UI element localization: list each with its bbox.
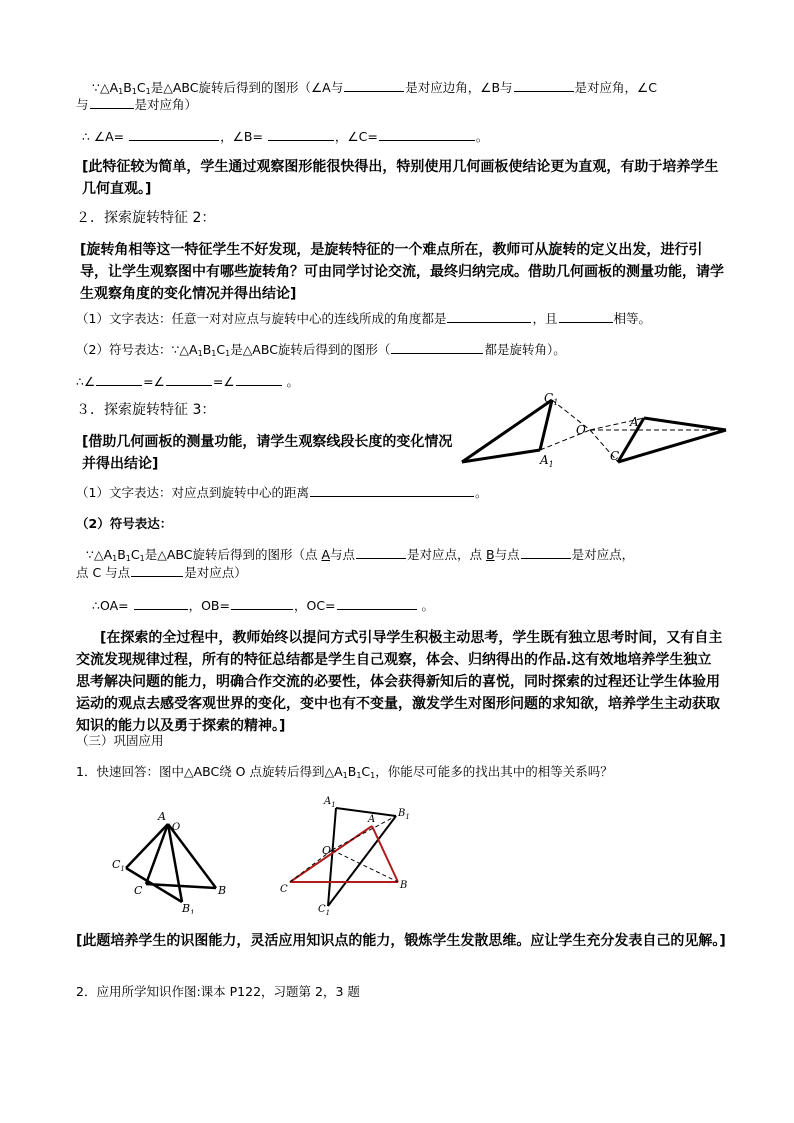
text: ∵△A	[92, 80, 119, 95]
s2-note: [旋转角相等这一特征学生不好发现，是旋转特征的一个难点所在，教师可从旋转的定义出发，进行引导，让学生观察图中有哪些旋转角？可由同学讨论交流，最终归纳完成。借助几何画板的测量功能，请学生观察角度的变化情况并得出结论]	[80, 242, 724, 302]
text: 是对应点，	[571, 547, 635, 562]
blank-field[interactable]	[337, 597, 417, 610]
label-a: A	[158, 810, 166, 823]
s4-q1	[76, 764, 613, 784]
blank-field[interactable]	[310, 484, 474, 497]
text: ∴OA=	[92, 598, 129, 613]
subscript: 1	[356, 771, 362, 780]
label-b: B	[218, 884, 227, 897]
text-label: （1）文字表达：	[76, 311, 172, 326]
label-c: C	[610, 449, 620, 463]
s2-heading: ２．探索旋转特征 2：	[76, 210, 216, 226]
text: ，你能尽可能多的找出其中的相等关系吗？	[375, 764, 613, 779]
blank-field[interactable]	[231, 597, 293, 610]
text: ∵△A	[171, 342, 198, 357]
subscript: 1	[131, 87, 137, 96]
text: ，∠C=	[334, 129, 378, 144]
edge	[462, 400, 552, 462]
edge	[336, 808, 396, 816]
text: 是△ABC旋转后得到的图形（∠A与	[150, 80, 344, 95]
triangle-a1-b-c1	[462, 400, 552, 462]
text: 1．快速回答：图中△ABC绕 O 点旋转后得到△A	[76, 764, 343, 779]
s4-q2: 2．应用所学知识作图:课本 P122，习题第 2，3 题	[76, 984, 360, 999]
blank-field[interactable]	[166, 373, 212, 386]
text: 。	[421, 598, 435, 613]
s1-note: [此特征较为简单，学生通过观察图形能很快得出，特别使用几何画板使结论更为直观，有助于培养学生几何直观。]	[82, 159, 719, 197]
text: 都是旋转角）。	[484, 342, 566, 357]
text: 是对应角，∠C	[574, 80, 657, 95]
s4-note: [此题培养学生的识图能力，灵活应用知识点的能力，锻炼学生发散思维。应让学生充分发表自己的见解。]	[76, 933, 726, 949]
label-c: C	[280, 884, 288, 895]
subscript: 1	[125, 554, 131, 563]
text: B	[202, 342, 212, 357]
subscript: 1	[139, 554, 145, 563]
s3-sym-label: （2）符号表达：	[76, 516, 173, 531]
subscript: 1	[112, 554, 118, 563]
blank-field[interactable]	[447, 310, 531, 323]
text: C	[136, 80, 146, 95]
rotation-figure-3	[278, 796, 428, 916]
subscript: 1	[342, 771, 348, 780]
s4-heading: （三）巩固应用	[76, 733, 164, 748]
edge	[644, 418, 726, 430]
text: ∴∠	[76, 374, 96, 389]
text: C	[130, 547, 140, 562]
text: =∠	[143, 374, 165, 389]
rotation-figure-1	[458, 392, 740, 468]
text: B	[486, 547, 495, 562]
text: 相等。	[613, 311, 652, 326]
text: 。	[475, 129, 489, 144]
label-c: C	[134, 884, 143, 897]
s2-sym-row	[76, 341, 566, 362]
label-c1: $C_1$	[318, 904, 331, 916]
label-a: A	[630, 415, 639, 429]
text: 与点	[494, 547, 520, 562]
text: ，∠B=	[220, 129, 263, 144]
s3-note: [借助几何画板的测量功能，请学生观察线段长度的变化情况并得出结论]	[82, 434, 453, 472]
edge	[462, 450, 540, 462]
text: 与	[76, 97, 89, 112]
text: 。	[286, 374, 300, 389]
s3-row3	[92, 597, 434, 614]
text: 。	[474, 485, 488, 500]
rotation-figure-2	[106, 804, 236, 914]
label-o: O	[172, 822, 181, 833]
connector	[332, 850, 398, 882]
subscript: 1	[370, 771, 376, 780]
edge	[126, 824, 168, 868]
text: 与点	[330, 547, 356, 562]
s1-row2	[76, 96, 197, 113]
text: ∴ ∠A=	[82, 129, 125, 144]
subscript: 1	[211, 349, 217, 358]
edge	[146, 824, 168, 884]
s1-row3	[82, 128, 488, 145]
label-c1: $C_1$	[544, 392, 559, 407]
edge	[168, 824, 216, 888]
edge	[328, 816, 396, 906]
label-b: B	[400, 880, 408, 891]
text: B	[347, 764, 357, 779]
text: B	[123, 80, 132, 95]
text: 任意一对对应点与旋转中心的连线所成的角度都是	[171, 311, 447, 326]
text: ，OB=	[188, 598, 230, 613]
s3-row2	[76, 564, 247, 581]
edge	[168, 824, 182, 902]
text-label: （1）文字表达：	[76, 485, 172, 500]
blank-field[interactable]	[96, 373, 142, 386]
s3-text-row	[76, 484, 488, 501]
text: ，OC=	[293, 598, 336, 613]
label-c1: $C_1$	[112, 858, 125, 873]
text: 是对应角）	[134, 97, 198, 112]
text: C	[216, 342, 226, 357]
text: A	[321, 547, 331, 562]
label-b1: $B_1$	[182, 902, 195, 914]
s3-heading: ３．探索旋转特征 3：	[76, 402, 216, 418]
subscript: 1	[225, 349, 231, 358]
subscript: 1	[118, 87, 124, 96]
blank-field[interactable]	[90, 96, 134, 109]
blank-field[interactable]	[559, 310, 613, 323]
label-b1: $B_1$	[398, 808, 410, 821]
blank-field[interactable]	[268, 128, 334, 141]
subscript: 1	[197, 349, 203, 358]
blank-field[interactable]	[521, 546, 571, 559]
text: 是对应点）	[184, 565, 247, 580]
label-a1: $A_1$	[540, 453, 554, 468]
blank-field[interactable]	[391, 341, 483, 354]
text: C	[361, 764, 371, 779]
edge	[372, 826, 398, 882]
connector	[332, 816, 396, 850]
label-a: A	[368, 814, 376, 825]
text: =∠	[212, 374, 235, 389]
label-o: O	[576, 423, 586, 437]
s2-eq-row	[76, 373, 299, 390]
blank-field[interactable]	[134, 597, 188, 610]
text: 是对应边角，∠B与	[405, 80, 513, 95]
text: 是对应点，点	[407, 547, 483, 562]
s2-text-row	[76, 310, 651, 327]
text: 对应点到旋转中心的距离	[171, 485, 309, 500]
blank-field[interactable]	[129, 128, 219, 141]
blank-field[interactable]	[379, 128, 475, 141]
edge	[328, 808, 336, 906]
text: B	[117, 547, 126, 562]
blank-field[interactable]	[131, 564, 183, 577]
blank-field[interactable]	[356, 546, 406, 559]
text: 是△ABC旋转后得到的图形（点	[144, 547, 318, 562]
blank-field[interactable]	[514, 79, 574, 92]
text-label: （2）符号表达：	[76, 342, 172, 357]
subscript: 1	[145, 87, 151, 96]
s3-long-note: [在探索的全过程中，教师始终以提问方式引导学生积极主动思考，学生既有独立思考时间，又有自主交流发现规律过程，所有的特征总结都是学生自己观察，体会、归纳得出的作品.这有效地培养学生独立思考解决问题的能力，明确合作交流的必要性，体会获得新知后的喜悦，同时探索的过程还让学生体验用运动的观点去感受客观世界的变化，变中也有不变量，激发学生对图形问题的求知欲，培养学生主动获取知识的能力以及勇于探索的精神。]	[76, 630, 723, 734]
text: 是△ABC旋转后得到的图形（	[230, 342, 391, 357]
text: ∵△A	[86, 547, 113, 562]
text: ，且	[532, 311, 558, 326]
text: 点 C 与点	[76, 565, 131, 580]
label-o: O	[322, 844, 332, 857]
blank-field[interactable]	[236, 373, 282, 386]
label-a1: $A_1$	[324, 796, 336, 809]
dashed-connectors	[540, 400, 726, 462]
blank-field[interactable]	[344, 79, 404, 92]
